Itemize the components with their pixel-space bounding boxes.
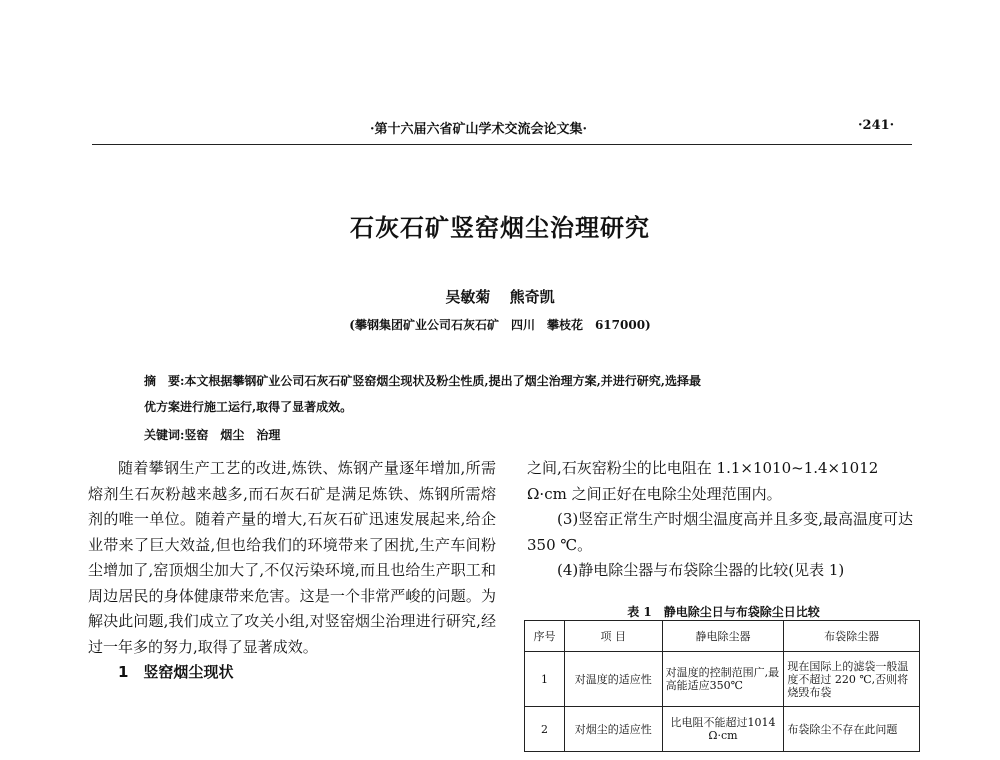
keywords: 关键词:竖窑 烟尘 治理: [144, 428, 281, 442]
paper-authors: 吴敏菊 熊奇凯: [445, 288, 555, 306]
table-cell: 对温度的适应性: [564, 652, 662, 707]
table-cell: 对烟尘的适应性: [564, 707, 662, 752]
abstract-line-1: 摘 要:本文根据攀钢矿业公司石灰石矿竖窑烟尘现状及粉尘性质,提出了烟尘治理方案,并进行研究,选择最: [144, 374, 701, 388]
resistivity-paragraph: 之间,石灰窑粉尘的比电阻在 1.1×1010~1.4×1012 Ω·cm 之间正好在电除尘处理范围内。: [527, 459, 879, 503]
left-column: [88, 456, 496, 686]
comparison-table: [524, 620, 920, 752]
section-heading-1: 1 竖窑烟尘现状: [118, 663, 234, 681]
table-cell: 2: [525, 707, 565, 752]
right-column: [527, 456, 920, 584]
header-cell-index: 序号: [525, 621, 565, 652]
temperature-paragraph: (3)竖窑正常生产时烟尘温度高并且多变,最高温度可达 350 ℃。: [527, 510, 914, 554]
table-cell: 现在国际上的滤袋一般温度不超过 220 ℃,否则将烧毁布袋: [784, 652, 920, 707]
table-header-row: [525, 621, 920, 652]
comparison-paragraph: (4)静电除尘器与布袋除尘器的比较(见表 1): [557, 561, 845, 579]
header-rule: [92, 144, 912, 145]
paper-title: 石灰石矿竖窑烟尘治理研究: [350, 214, 650, 242]
page-number: ·241·: [858, 118, 895, 133]
intro-paragraph: 随着攀钢生产工艺的改进,炼铁、炼钢产量逐年增加,所需熔剂生石灰粉越来越多,而石灰石矿是满足炼铁、炼钢所需熔剂的唯一单位。随着产量的增大,石灰石矿迅速发展起来,给企业带来了巨大效益,但也给我们的环境带来了困扰,生产车间粉尘增加了,窑顶烟尘加大了,不仅污染环境,而且也给生产职工和周边居民的身体健康带来危害。这是一个非常严峻的问题。为解决此问题,我们成立了攻关小组,对竖窑烟尘治理进行研究,经过一年多的努力,取得了显著成效。: [88, 459, 496, 656]
header-cell-item: 项 目: [564, 621, 662, 652]
table-cell: 对温度的控制范围广,最高能适应350℃: [662, 652, 784, 707]
table-cell: 1: [525, 652, 565, 707]
table-row: [525, 652, 920, 707]
table-row: [525, 707, 920, 752]
header-cell-baghouse: 布袋除尘器: [784, 621, 920, 652]
table-cell: 比电阻不能超过1014 Ω·cm: [662, 707, 784, 752]
table-cell: 布袋除尘不存在此问题: [784, 707, 920, 752]
table-caption: 表 1 静电除尘日与布袋除尘日比较: [627, 605, 820, 619]
abstract-line-2: 优方案进行施工运行,取得了显著成效。: [144, 400, 353, 414]
running-header-title: ·第十六届六省矿山学术交流会论文集·: [370, 122, 588, 137]
header-cell-electrostatic: 静电除尘器: [662, 621, 784, 652]
paper-affiliation: (攀钢集团矿业公司石灰石矿 四川 攀枝花 617000): [349, 318, 651, 332]
